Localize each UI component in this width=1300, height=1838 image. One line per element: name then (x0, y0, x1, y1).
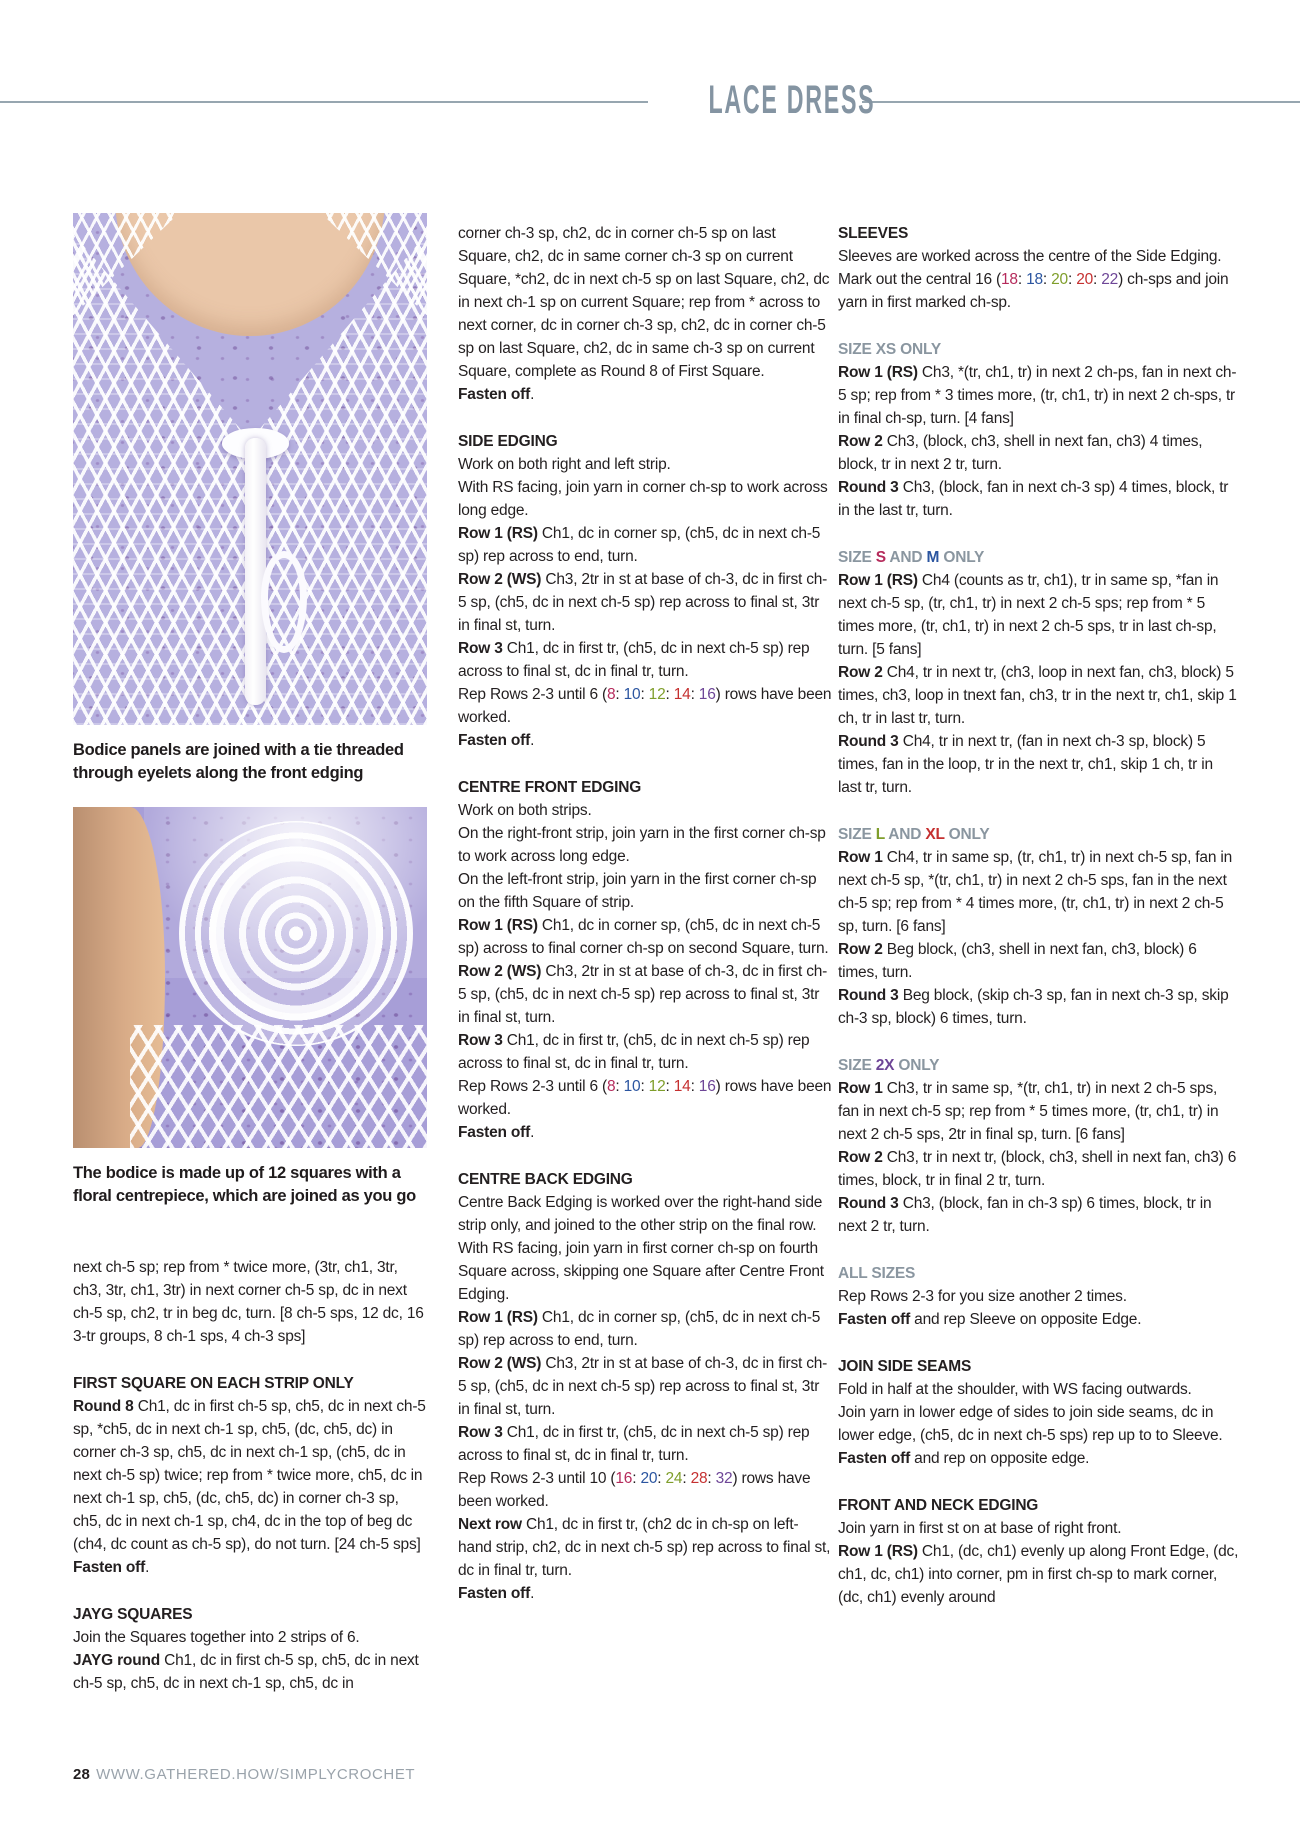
text-run: ONLY (939, 549, 985, 566)
text-run: Rep Rows 2-3 until 10 ( (458, 1470, 616, 1487)
page-number: 28 (73, 1766, 91, 1783)
text-run: ONLY (894, 1057, 940, 1074)
text-run: 20 (1076, 271, 1094, 288)
text-run: Ch4 (counts as tr, ch1), tr in same sp, *fan in next ch-5 sp, (tr, ch1, tr) in next 2 ch-5 sps; rep from * 5 times more, (tr, ch1, tr) in next 2 ch-5 sps, tr in last ch-sp, turn. [5 fans] (838, 572, 1219, 658)
size-subheading (838, 1054, 1240, 1077)
pattern-paragraph (838, 569, 1240, 661)
text-run: SIZE (838, 1057, 876, 1074)
text-run: Ch3, 2tr in st at base of ch-3, dc in first ch-5 sp, (ch5, dc in next ch-5 sp) rep across to final st, 3tr in final st, turn. (458, 1355, 828, 1418)
text-run: Round 3 (838, 733, 903, 750)
text-run: Ch3, tr in same sp, *(tr, ch1, tr) in next 2 ch-5 sps, fan in next ch-5 sp; rep from * 5 times more, (tr, ch1, tr) in next 2 ch-5 sps, 2tr in final sp, turn. [6 fans] (838, 1080, 1219, 1143)
text-run: Fasten off (458, 386, 531, 403)
floral-centrepiece-motif (179, 821, 413, 1046)
text-run: Sleeves are worked across the centre of the Side Edging. Mark out the central 16 ( (838, 248, 1222, 288)
text-run: 16 (698, 686, 716, 703)
text-run: ONLY (944, 826, 990, 843)
text-run: Fasten off (838, 1450, 911, 1467)
pattern-paragraph (838, 476, 1240, 522)
pattern-paragraph (458, 1421, 832, 1467)
text-run: SIDE EDGING (458, 433, 558, 450)
pattern-paragraph (838, 361, 1240, 430)
pattern-paragraph (458, 1075, 832, 1121)
text-run: Ch3, (block, fan in ch-3 sp) 6 times, block, tr in next 2 tr, turn. (838, 1195, 1212, 1235)
text-run: : (665, 1078, 674, 1095)
text-run: Row 1 (RS) (838, 1543, 922, 1560)
text-run: ALL SIZES (838, 1265, 916, 1282)
text-run: : (657, 1470, 666, 1487)
photo-caption: Bodice panels are joined with a tie threaded through eyelets along the front edging (73, 741, 404, 782)
text-run: Row 2 (838, 941, 887, 958)
tie-strand (245, 438, 266, 704)
pattern-paragraph (838, 1285, 1240, 1308)
text-run: S (875, 549, 886, 566)
text-run: Fasten off (73, 1559, 146, 1576)
pattern-paragraph (838, 730, 1240, 799)
text-run: Round 3 (838, 479, 903, 496)
text-run: Beg block, (skip ch-3 sp, fan in next ch-3 sp, skip ch-3 sp, block) 6 times, turn. (838, 987, 1229, 1027)
text-run: : (632, 1470, 641, 1487)
text-run: : (682, 1470, 691, 1487)
text-run: Work on both strips. (458, 802, 592, 819)
site-url: WWW.GATHERED.HOW/SIMPLYCROCHET (96, 1766, 416, 1783)
text-run: Row 3 (458, 1424, 507, 1441)
section-heading (458, 430, 832, 453)
text-run: Ch1, dc in first ch-5 sp, ch5, dc in next ch-5 sp, ch5, dc in next ch-1 sp, ch5, dc in (73, 1652, 419, 1692)
pattern-paragraph (458, 1467, 832, 1513)
pattern-paragraph (838, 661, 1240, 730)
pattern-paragraph (458, 1513, 832, 1582)
text-run: next ch-5 sp; rep from * twice more, (3tr, ch1, 3tr, ch3, 3tr, ch1, 3tr) in next corner ch-5 sp, dc in next ch-5 sp, ch2, tr in beg dc, turn. [8 ch-5 sps, 12 dc, 16 3-tr groups, 8 ch-1 sps, 4 ch-3 sps] (73, 1259, 424, 1345)
text-run: SIZE XS ONLY (838, 341, 941, 358)
section-heading (838, 222, 1240, 245)
text-run: JOIN SIDE SEAMS (838, 1358, 972, 1375)
pattern-paragraph (458, 1029, 832, 1075)
text-run: 18 (1026, 271, 1043, 288)
pattern-paragraph (458, 383, 832, 406)
text-run: 16 (615, 1470, 633, 1487)
text-run: SIZE (838, 549, 876, 566)
text-run: Ch1, dc in corner sp, (ch5, dc in next ch-5 sp) rep across to end, turn. (458, 1309, 821, 1349)
pattern-paragraph (838, 984, 1240, 1030)
section-heading (838, 1355, 1240, 1378)
text-run: Rep Rows 2-3 until 6 ( (458, 686, 607, 703)
text-run: Ch3, 2tr in st at base of ch-3, dc in first ch-5 sp, (ch5, dc in next ch-5 sp) rep across to final st, 3tr in final st, turn. (458, 963, 828, 1026)
photo-floral-square (73, 807, 427, 1148)
text-run: AND (885, 549, 927, 566)
left-column (73, 213, 429, 1695)
text-run: CENTRE FRONT EDGING (458, 779, 642, 796)
size-subheading (838, 338, 1240, 361)
page-title (648, 76, 876, 126)
text-run: corner ch-3 sp, ch2, dc in corner ch-5 sp on last Square, ch2, dc in same corner ch-3 sp on current Square, *ch2, dc in next ch-5 sp on last Square, ch2, dc in next ch-1 sp on current Square; rep from * across to next corner, dc in corner ch-3 sp, ch2, dc in corner ch-5 sp on last Square, ch2, dc in same ch-3 sp on current Square, complete as Round 8 of First Square. (458, 225, 830, 380)
text-run: : (1042, 271, 1052, 288)
text-run: Row 2 (838, 664, 887, 681)
pattern-paragraph (73, 1256, 429, 1348)
text-run: : (615, 1078, 624, 1095)
text-run: : (707, 1470, 716, 1487)
text-run: Ch3, 2tr in st at base of ch-3, dc in first ch-5 sp, (ch5, dc in next ch-5 sp) rep across to final st, 3tr in final st, turn. (458, 571, 828, 634)
pattern-paragraph (458, 960, 832, 1029)
text-run: Row 1 (RS) (838, 572, 922, 589)
text-run: JAYG SQUARES (73, 1606, 193, 1623)
text-run: : (640, 686, 649, 703)
text-run: Fasten off (458, 1585, 531, 1602)
text-run: Row 1 (RS) (458, 525, 542, 542)
text-run: Centre Back Edging is worked over the right-hand side strip only, and joined to the other strip on the final row. (458, 1194, 823, 1234)
pattern-paragraph (458, 868, 832, 914)
text-run: Ch1, dc in first ch-5 sp, ch5, dc in next ch-5 sp, *ch5, dc in next ch-1 sp, ch5, (dc, ch5, dc) in corner ch-3 sp, ch5, dc in next ch-1 sp, (ch5, dc in next ch-5 sp) twice; rep from * twice more, ch5, dc in next ch-1 sp, ch5, (dc, ch5, dc) in corner ch-3 sp, ch5, dc in next ch-1 sp, ch4, dc in the top of beg dc (ch4, dc count as ch-5 sp), do not turn. [24 ch-5 sps] (73, 1398, 426, 1553)
pattern-paragraph (458, 222, 832, 383)
text-run: . (530, 1124, 535, 1141)
text-run: Round 3 (838, 987, 903, 1004)
text-run: Join yarn in first st on at base of right front. (838, 1520, 1122, 1537)
text-run: Ch1, dc in first tr, (ch5, dc in next ch-5 sp) rep across to final st, dc in final tr, turn. (458, 640, 810, 680)
pattern-paragraph (458, 476, 832, 522)
text-run: Row 1 (RS) (458, 1309, 542, 1326)
text-run: Round 3 (838, 1195, 903, 1212)
text-run: Fasten off (838, 1311, 911, 1328)
text-run: L (875, 826, 885, 843)
text-run: CENTRE BACK EDGING (458, 1171, 633, 1188)
text-run: Ch1, dc in corner sp, (ch5, dc in next ch-5 sp) rep across to end, turn. (458, 525, 821, 565)
text-run: Rep Rows 2-3 for you size another 2 times. (838, 1288, 1127, 1305)
text-run: FIRST SQUARE ON EACH STRIP ONLY (73, 1375, 354, 1392)
text-run: With RS facing, join yarn in first corner ch-sp on fourth Square across, skipping one Square after Centre Front Edging. (458, 1240, 824, 1303)
text-run: . (530, 732, 535, 749)
pattern-paragraph (458, 683, 832, 729)
text-run: Ch3, tr in next tr, (block, ch3, shell in next fan, ch3) 6 times, block, tr in final 2 tr, turn. (838, 1149, 1237, 1189)
text-run: Row 3 (458, 1032, 507, 1049)
pattern-paragraph (458, 1191, 832, 1237)
pattern-paragraph (838, 245, 1240, 314)
text-run: Fasten off (458, 1124, 531, 1141)
text-run: 10 (623, 686, 641, 703)
pattern-paragraph (458, 1121, 832, 1144)
text-run: 14 (673, 686, 691, 703)
text-run: 32 (715, 1470, 733, 1487)
pattern-paragraph (838, 1401, 1240, 1447)
page-footer (73, 1766, 415, 1783)
photo-neckline-tie (73, 213, 427, 725)
right-column-text (838, 222, 1240, 1609)
text-run: 12 (648, 1078, 666, 1095)
section-heading (458, 1168, 832, 1191)
photo-caption: The bodice is made up of 12 squares with a floral centrepiece, which are joined as you go (73, 1164, 416, 1205)
pattern-paragraph (838, 1378, 1240, 1401)
text-run: Ch4, tr in next tr, (fan in next ch-3 sp, block) 5 times, fan in the loop, tr in the next tr, ch1, skip 1 ch, tr in last tr, turn. (838, 733, 1213, 796)
pattern-paragraph (838, 430, 1240, 476)
text-run: On the right-front strip, join yarn in the first corner ch-sp to work across long edge. (458, 825, 826, 865)
text-run: SIZE (838, 826, 876, 843)
text-run: Row 2 (WS) (458, 571, 546, 588)
text-run: With RS facing, join yarn in corner ch-sp to work across long edge. (458, 479, 828, 519)
pattern-paragraph (838, 1308, 1240, 1331)
size-subheading (838, 546, 1240, 569)
text-run: Row 1 (838, 849, 887, 866)
text-run: Rep Rows 2-3 until 6 ( (458, 1078, 607, 1095)
text-run: 8 (606, 1078, 616, 1095)
text-run: Ch1, (dc, ch1) evenly up along Front Edge, (dc, ch1, dc, ch1) into corner, pm in first ch-sp to mark corner, (dc, ch1) evenly around (838, 1543, 1239, 1606)
pattern-paragraph (458, 1306, 832, 1352)
size-subheading (838, 1262, 1240, 1285)
pattern-paragraph (73, 1556, 429, 1579)
text-run: Ch1, dc in first tr, (ch5, dc in next ch-5 sp) rep across to final st, dc in final tr, turn. (458, 1424, 810, 1464)
pattern-paragraph (73, 1649, 429, 1695)
pattern-paragraph (838, 938, 1240, 984)
pattern-paragraph (838, 1077, 1240, 1146)
text-run: 12 (648, 686, 666, 703)
text-run: JAYG round (73, 1652, 165, 1669)
text-run: ) rows have been worked. (458, 1470, 811, 1510)
text-run: : (1093, 271, 1102, 288)
size-subheading (838, 823, 1240, 846)
section-heading (838, 1494, 1240, 1517)
text-run: Fold in half at the shoulder, with WS facing outwards. (838, 1381, 1192, 1398)
text-run: ) rows have been worked. (458, 1078, 832, 1118)
text-run: : (690, 1078, 699, 1095)
text-run: Row 1 (838, 1080, 887, 1097)
text-run: 22 (1101, 271, 1119, 288)
text-run: Ch1, dc in corner sp, (ch5, dc in next ch-5 sp) across to final corner ch-sp on second Square, turn. (458, 917, 829, 957)
section-heading (458, 776, 832, 799)
left-column-text (73, 1256, 429, 1695)
text-run: 16 (698, 1078, 716, 1095)
pattern-paragraph (458, 637, 832, 683)
text-run: Row 1 (RS) (838, 364, 922, 381)
text-run: Next row (458, 1516, 526, 1533)
text-run: Work on both right and left strip. (458, 456, 671, 473)
text-run: : (1067, 271, 1077, 288)
text-run: : (615, 686, 624, 703)
text-run: Ch1, dc in first tr, (ch5, dc in next ch-5 sp) rep across to final st, dc in final tr, turn. (458, 1032, 810, 1072)
pattern-paragraph (838, 1447, 1240, 1470)
text-run: 8 (606, 686, 616, 703)
pattern-paragraph (458, 914, 832, 960)
pattern-paragraph (458, 1237, 832, 1306)
lace-mesh-bottom (130, 1025, 427, 1148)
text-run: Ch3, (block, ch3, shell in next fan, ch3) 4 times, block, tr in next 2 tr, turn. (838, 433, 1203, 473)
text-run: Join the Squares together into 2 strips of 6. (73, 1629, 360, 1646)
pattern-paragraph (838, 1146, 1240, 1192)
text-run: 28 (690, 1470, 708, 1487)
text-run: : (1017, 271, 1027, 288)
text-run: Beg block, (ch3, shell in next fan, ch3, block) 6 times, turn. (838, 941, 1197, 981)
text-run: Fasten off (458, 732, 531, 749)
text-run: . (530, 386, 535, 403)
text-run: XL (925, 826, 945, 843)
section-heading (73, 1372, 429, 1395)
pattern-paragraph (838, 1540, 1240, 1609)
text-run: SLEEVES (838, 225, 909, 242)
text-run: Row 2 (838, 1149, 887, 1166)
middle-column-text (458, 222, 832, 1605)
text-run: and rep on opposite edge. (910, 1450, 1090, 1467)
pattern-paragraph (458, 822, 832, 868)
pattern-paragraph (458, 453, 832, 476)
text-run: Row 3 (458, 640, 507, 657)
text-run: . (145, 1559, 150, 1576)
text-run: 2X (875, 1057, 895, 1074)
pattern-paragraph (458, 1582, 832, 1605)
text-run: : (640, 1078, 649, 1095)
text-run: 10 (623, 1078, 641, 1095)
text-run: 20 (1051, 271, 1068, 288)
text-run: 18 (1001, 271, 1018, 288)
pattern-paragraph (458, 799, 832, 822)
text-run: : (690, 686, 699, 703)
pattern-paragraph (458, 522, 832, 568)
text-run: . (530, 1585, 535, 1602)
text-run: FRONT AND NECK EDGING (838, 1497, 1039, 1514)
text-run: M (926, 549, 940, 566)
text-run: Ch1, dc in first tr, (ch2 dc in ch-sp on left-hand strip, ch2, dc in next ch-5 sp) rep across to final st, dc in final tr, turn. (458, 1516, 831, 1579)
text-run: ) ch-sps and join yarn in first marked ch-sp. (838, 271, 1229, 311)
pattern-paragraph (458, 568, 832, 637)
text-run: AND (884, 826, 926, 843)
text-run: Row 2 (WS) (458, 1355, 546, 1372)
pattern-paragraph (838, 1192, 1240, 1238)
pattern-paragraph (458, 1352, 832, 1421)
text-run: Row 2 (838, 433, 887, 450)
text-run: Ch3, *(tr, ch1, tr) in next 2 ch-ps, fan in next ch-5 sp; rep from * 3 times more, (tr, ch1, tr) in next 2 ch-sps, tr in final ch-sp, turn. [4 fans] (838, 364, 1237, 427)
text-run: Ch4, tr in next tr, (ch3, loop in next fan, ch3, block) 5 times, ch3, loop in tnext fan, ch3, tr in the next tr, ch1, skip 1 ch, tr in last tr, turn. (838, 664, 1237, 727)
text-run: and rep Sleeve on opposite Edge. (910, 1311, 1142, 1328)
text-run: 24 (665, 1470, 683, 1487)
pattern-paragraph (838, 846, 1240, 938)
text-run: Ch3, (block, fan in next ch-3 sp) 4 times, block, tr in the last tr, turn. (838, 479, 1229, 519)
text-run: ) rows have been worked. (458, 686, 832, 726)
pattern-paragraph (838, 1517, 1240, 1540)
pattern-paragraph (73, 1626, 429, 1649)
text-run: Row 1 (RS) (458, 917, 542, 934)
text-run: 14 (673, 1078, 691, 1095)
text-run: : (665, 686, 674, 703)
pattern-paragraph (73, 1395, 429, 1556)
text-run: On the left-front strip, join yarn in the first corner ch-sp on the fifth Square of strip. (458, 871, 817, 911)
pattern-paragraph (458, 729, 832, 752)
text-run: Join yarn in lower edge of sides to join side seams, dc in lower edge, (ch5, dc in next ch-5 sps) rep up to to Sleeve. (838, 1404, 1223, 1444)
text-run: Round 8 (73, 1398, 138, 1415)
text-run: Row 2 (WS) (458, 963, 546, 980)
text-run: 20 (640, 1470, 658, 1487)
text-run: Ch4, tr in same sp, (tr, ch1, tr) in next ch-5 sp, fan in next ch-5 sp, *(tr, ch1, tr) in next 2 ch-5 sps, fan in the next ch-5 sp; rep from * 4 times more, (tr, ch1, tr) in next 2 ch-5 sp, turn. [6 fans] (838, 849, 1233, 935)
section-heading (73, 1603, 429, 1626)
page-title-text: LACE DRESS (708, 78, 876, 122)
